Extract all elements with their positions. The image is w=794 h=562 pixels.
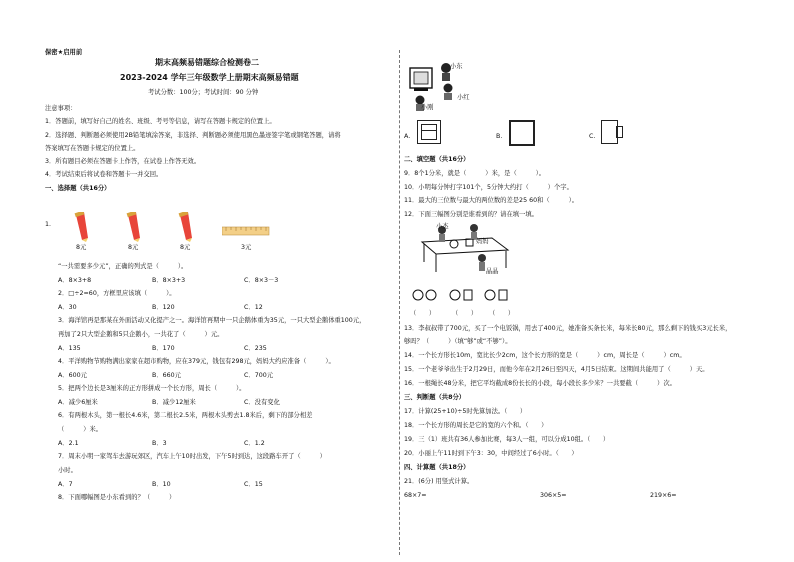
q3-line-2: 再加了2只大型企鹅和5只企鹅小，一共花了（ ）元。	[58, 331, 224, 338]
q7-option-a: A．7	[58, 481, 73, 488]
q1-option-a: A．8×3+8	[58, 277, 92, 284]
exam-title: 期末高频易错题综合检测卷二	[155, 58, 259, 67]
q6-option-a: A．2.1	[58, 440, 79, 447]
fig-label-xiaogang: 小刚	[421, 104, 434, 111]
ruler-icon	[222, 226, 270, 236]
pencil-icon	[176, 212, 194, 242]
q20-text: 20．小丽上午11时到下午3：30，中间经过了6小时。（ ）	[404, 450, 578, 457]
q2-option-a: A．30	[58, 304, 77, 311]
section-choice-title: 一、选择题（共16分）	[45, 185, 111, 192]
section-fill-title: 二、填空题（共16分）	[404, 156, 470, 163]
q1-text: “一共需要多少元”，正确的列式是（ ）。	[58, 263, 188, 270]
q12-table-figure	[414, 220, 524, 278]
q4-option-c: C．700元	[244, 372, 274, 379]
q8-text: 8．下面哪幅图是小东看到的？（ ）	[58, 494, 176, 501]
exam-subtitle: 2023-2024 学年三年级数学上册期末高频易错题	[120, 73, 299, 82]
q4-option-a: A．600元	[58, 372, 87, 379]
q12-blank-1[interactable]: （ ）	[410, 310, 436, 317]
q5-text: 5．把两个边长是3厘米的正方形拼成一个长方形，周长（ ）。	[58, 385, 246, 392]
q8-option-a-figure	[417, 120, 441, 144]
q6-option-b: B．3	[152, 440, 167, 447]
q6-option-c: C．1.2	[244, 440, 265, 447]
q10-text: 10．小明每分钟打字101个，5分钟大约打（ ）个字。	[404, 184, 573, 191]
q9-text: 9．8个1分米，就是（ ）米，是（ ）。	[404, 170, 546, 177]
q11-text: 11．最大的三位数与最大的两位数的差是25 60和（ ）。	[404, 197, 579, 204]
q8-option-c-side	[616, 126, 623, 138]
q5-option-a: A．减少6厘米	[58, 399, 98, 406]
section-judge-title: 三、判断题（共8分）	[404, 394, 466, 401]
calc-item-2: 306×5=	[540, 492, 567, 499]
q3-line-1: 3．海洋馆再是那某在外面活动又化提产之一。海洋馆再期中一只企鹅体重为35元，一只大型企鹅体重100元，	[58, 317, 366, 324]
q13-line-2: 够吗？（ ）（填“够”或“不够”）。	[404, 338, 512, 345]
q12-label-mama: 妈妈	[476, 238, 489, 245]
q6-line-1: 6．有两根木头，第一根长4.6米，第二根长2.5米，两根木头剪去1.8米后，剩下的部分相差	[58, 412, 313, 419]
q12-blank-3[interactable]: （ ）	[489, 310, 515, 317]
q12-label-jingjing: 晶晶	[486, 268, 499, 275]
note-3: 3．所有题目必须在答题卡上作答，在试卷上作答无效。	[45, 158, 201, 165]
fig-label-xiaohong: 小红	[457, 94, 470, 101]
q8-option-b: B.	[496, 133, 503, 140]
note-2-cont: 答案填写在答题卡规定的位置上。	[45, 145, 140, 152]
q1-price-3: 8元	[180, 244, 191, 251]
q17-text: 17．计算(25+10)÷5时先算加法。（ ）	[404, 408, 527, 415]
q1-number: 1.	[45, 221, 52, 228]
notes-title: 注意事项：	[45, 105, 77, 112]
q7-line-1: 7．周末小明一家驾车去游玩郊区，汽车上午10时出发，下午5时到达，这段路车开了（ ）	[58, 453, 326, 460]
q7-option-c: C．15	[244, 481, 263, 488]
q7-line-2: 小时。	[58, 467, 77, 474]
column-divider	[399, 50, 400, 555]
section-calc-title: 四、计算题（共18分）	[404, 464, 470, 471]
q8-option-a: A.	[404, 133, 411, 140]
q5-option-c: C．没有变化	[244, 399, 280, 406]
calc-item-1: 68×7=	[404, 492, 427, 499]
q4-option-b: B．660元	[152, 372, 181, 379]
q1-price-2: 8元	[128, 244, 139, 251]
q7-option-b: B．10	[152, 481, 171, 488]
fig-label-xiaodong: 小东	[450, 63, 463, 70]
q21-text: 21．(6分) 用竖式计算。	[404, 478, 474, 485]
q3-option-a: A．135	[58, 345, 81, 352]
q1-option-b: B．8×3+3	[152, 277, 186, 284]
q3-option-c: C．235	[244, 345, 267, 352]
q13-line-1: 13．李叔叔带了700元，买了一个电饭锅，用去了400元，她准备买条长米，每米长80元，那么剩下的钱买3元长米，	[404, 325, 732, 332]
q1-price-4: 3元	[241, 244, 252, 251]
q6-line-2: （ ）米。	[58, 426, 103, 433]
note-4: 4．考试结束后将试卷和答题卡一并交回。	[45, 171, 163, 178]
pencil-icon	[72, 212, 90, 242]
q12-options-figure	[410, 288, 510, 302]
q12-text: 12．下面三幅图分别是谁看到的？请在填一填。	[404, 211, 538, 218]
q4-text: 4．平洋购物节购物满出家家在超市购物，应在379元，钱包有298元，妈妈大约应准备（ ）。	[58, 358, 335, 365]
q2-text: 2．□÷2=60，方框里应该填（ ）。	[58, 290, 176, 297]
note-1: 1．答题前，填写好自己的姓名、班级、考号等信息，请写在答题卡规定的位置上。	[45, 118, 276, 125]
q8-option-b-figure	[509, 120, 535, 146]
q5-option-b: B．减少12厘米	[152, 399, 196, 406]
note-2: 2．选择题、判断题必须使用2B铅笔填涂答案，非选择、判断题必须使用黑色墨迹签字笔或钢笔答题，请将	[45, 132, 341, 139]
q3-option-b: B．170	[152, 345, 175, 352]
q19-text: 19．三（1）班共有36人参加比赛，每3人一组，可以分成10组。（ ）	[404, 436, 610, 443]
q12-label-xiaojie: 小杰	[436, 223, 449, 230]
q2-option-b: B．120	[152, 304, 175, 311]
secret-label: 保密★启用前	[45, 49, 83, 56]
q16-text: 16．一根绳长48分米，把它平均截成8份长长的小段，每小段长多少米？一共要截（ ）次。	[404, 380, 676, 387]
q12-blank-2[interactable]: （ ）	[452, 310, 478, 317]
q1-price-1: 8元	[76, 244, 87, 251]
q2-option-c: C．12	[244, 304, 263, 311]
exam-meta: 考试分数：100分；考试时间：90 分钟	[148, 89, 259, 96]
calc-item-3: 219×6=	[650, 492, 677, 499]
pencil-icon	[124, 212, 142, 242]
q15-text: 15．一个老爷爷出生于2月29日，而他今年在2月26日至四天，4月5日结束。这期间共能用了（ ）天。	[404, 366, 709, 373]
q1-option-c: C．8×3－3	[244, 277, 279, 284]
q8-option-c: C.	[589, 133, 596, 140]
q18-text: 18．一个长方形的周长是它的宽的六个和。（ ）	[404, 422, 548, 429]
q14-text: 14．一个长方形长10m，宽比长少2cm，这个长方形的宽是（ ）cm，周长是（ ）cm。	[404, 352, 686, 359]
